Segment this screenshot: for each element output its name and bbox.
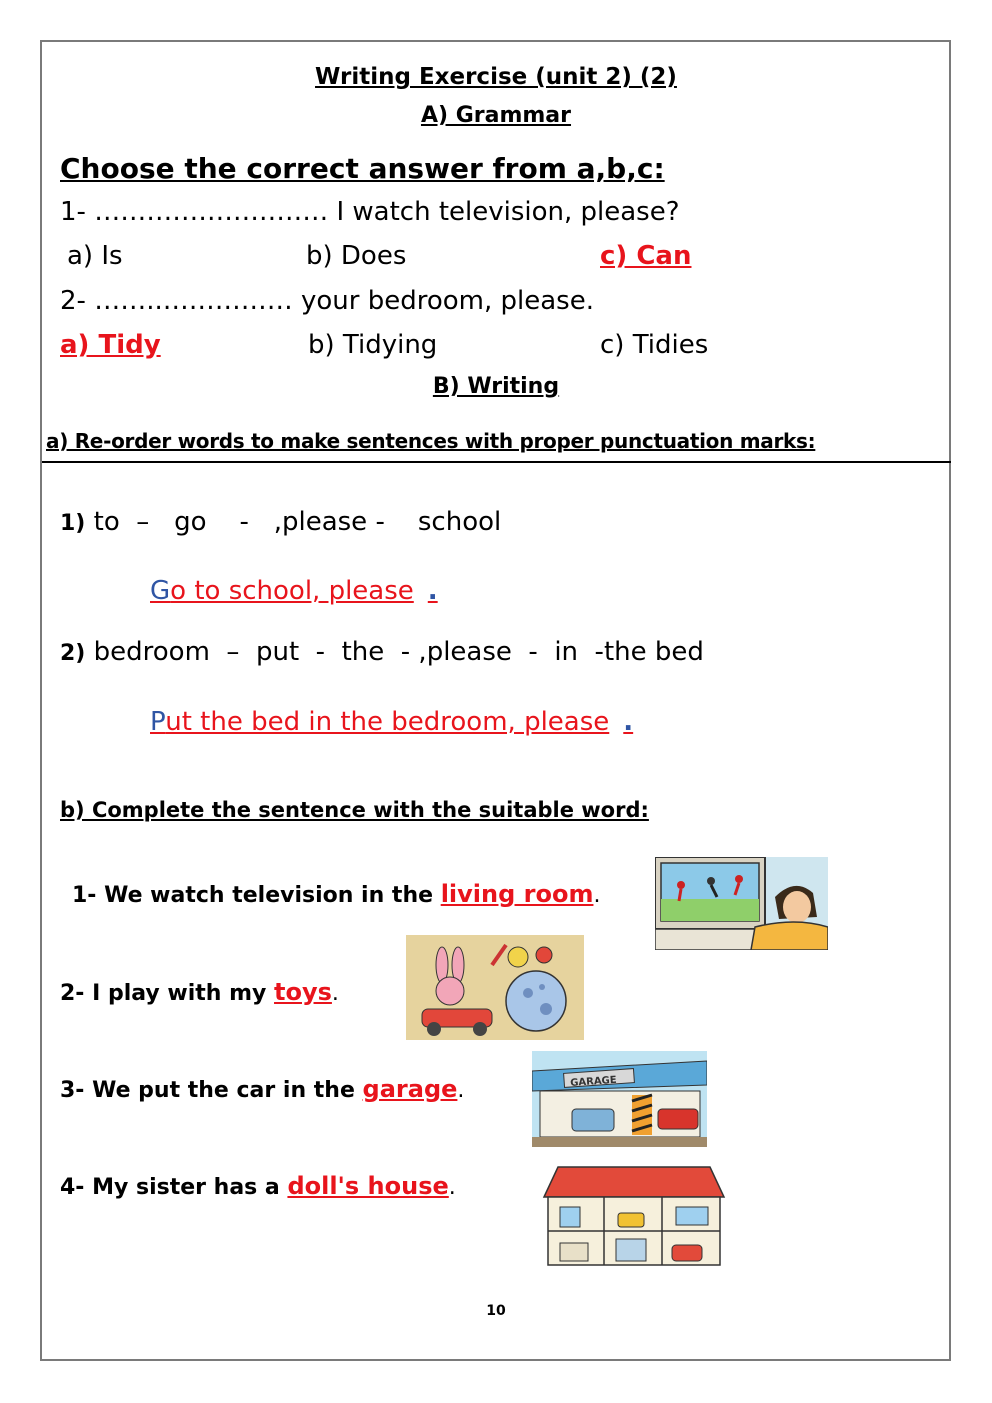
grammar-instruction: Choose the correct answer from a,b,c: (60, 152, 665, 185)
complete-item-2-suffix: . (331, 981, 339, 1006)
complete-item-1 (72, 880, 600, 908)
reorder-item-2-answer-first: P (150, 707, 166, 737)
reorder-item-1-words: to – go - ,please - school (93, 507, 502, 537)
page-title: Writing Exercise (unit 2) (2) (315, 64, 677, 90)
reorder-item-1-number: 1) (60, 511, 86, 536)
complete-item-1-prefix: 1- We watch television in the (72, 883, 441, 908)
complete-item-2 (60, 978, 339, 1006)
reorder-item-1-answer-first: G (150, 576, 171, 606)
question-1-option-c-answer: c) Can (600, 241, 692, 271)
garage-sign-text: GARAGE (569, 1074, 618, 1090)
living-room-illustration (655, 857, 828, 950)
reorder-item-1-answer (150, 576, 456, 606)
complete-item-4 (60, 1172, 456, 1200)
page-border (40, 40, 951, 1361)
reorder-item-2-answer (150, 707, 639, 737)
complete-item-4-suffix: . (448, 1175, 456, 1200)
complete-item-3-prefix: 3- We put the car in the (60, 1078, 363, 1103)
reorder-item-2-answer-end: . (623, 707, 634, 737)
complete-item-2-prefix: 2- I play with my (60, 981, 275, 1006)
reorder-instruction: a) Re-order words to make sentences with proper punctuation marks: (46, 429, 816, 453)
reorder-item-1 (60, 507, 501, 537)
complete-item-3-suffix: . (457, 1078, 465, 1103)
complete-item-3-answer: garage (362, 1075, 458, 1103)
divider-line (42, 461, 951, 463)
question-1-option-b: b) Does (306, 241, 407, 271)
page-number: 10 (486, 1303, 506, 1319)
question-2-option-a-answer: a) Tidy (60, 330, 161, 360)
question-2-option-c: c) Tidies (600, 330, 709, 360)
toys-illustration (406, 935, 584, 1040)
reorder-item-1-answer-rest: o to school, please (170, 576, 414, 606)
question-2-prompt: 2- ……..…………… your bedroom, please. (60, 286, 594, 316)
complete-item-4-prefix: 4- My sister has a (60, 1175, 288, 1200)
complete-instruction: b) Complete the sentence with the suitable word: (60, 798, 649, 822)
writing-heading: B) Writing (432, 374, 560, 399)
reorder-item-2-words: bedroom – put - the - ,please - in -the bed (93, 637, 704, 667)
dolls-house-illustration (538, 1163, 730, 1269)
question-1-option-a: a) Is (67, 241, 123, 271)
grammar-heading: A) Grammar (420, 103, 572, 128)
complete-item-3 (60, 1075, 464, 1103)
garage-illustration (532, 1051, 707, 1147)
complete-item-4-answer: doll's house (287, 1172, 449, 1200)
complete-item-1-answer: living room (440, 880, 594, 908)
complete-item-2-answer: toys (274, 978, 332, 1006)
reorder-item-2-answer-rest: ut the bed in the bedroom, please (165, 707, 610, 737)
reorder-item-1-answer-end: . (427, 576, 438, 606)
reorder-item-2-number: 2) (60, 641, 86, 666)
question-2-option-b: b) Tidying (308, 330, 438, 360)
question-1-prompt: 1- ……………………… I watch television, please? (60, 197, 680, 227)
reorder-item-2 (60, 637, 704, 667)
complete-item-1-suffix: . (593, 883, 601, 908)
